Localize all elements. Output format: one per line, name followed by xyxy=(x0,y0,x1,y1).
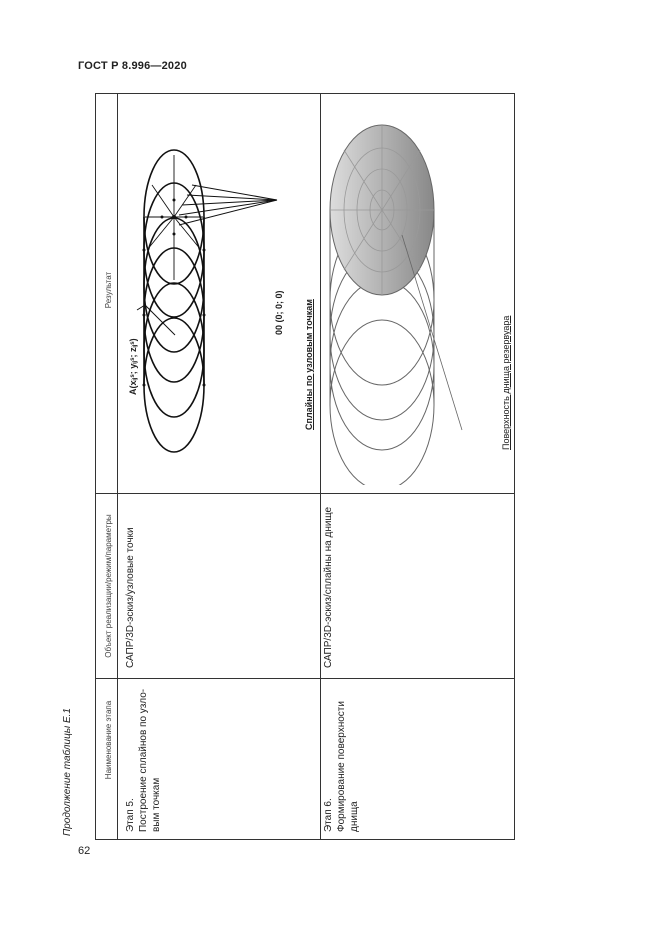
column-header-stage: Наименование этапа xyxy=(104,700,113,780)
row-2-stage: Этап 6. Формирование поверхности днища xyxy=(323,701,360,832)
column-divider-1 xyxy=(96,493,514,494)
surface-label: Поверхность днища резервуара xyxy=(501,315,511,450)
row-1-object: САПР/3D-эскиз/узловые точки xyxy=(125,527,136,668)
table-caption: Продолжение таблицы Е.1 xyxy=(62,708,73,836)
page-number: 62 xyxy=(78,845,91,857)
column-header-object: Объект реализации/режим/параметры xyxy=(104,514,113,658)
splines-label: Сплайны по узловым точкам xyxy=(304,299,314,430)
origin-label: 00 (0; 0; 0) xyxy=(274,290,284,335)
document-header: ГОСТ Р 8.996—2020 xyxy=(78,60,187,72)
tank-surface-drawing xyxy=(322,105,502,485)
point-a-label: A(xᵢⱼˢ; yᵢⱼˢ; zᵢⱼˢ) xyxy=(128,338,138,395)
row-2-object: САПР/3D-эскиз/сплайны на днище xyxy=(323,506,334,668)
column-header-result: Результат xyxy=(104,271,113,309)
spline-skeleton-drawing xyxy=(117,105,322,485)
column-divider-2 xyxy=(96,678,514,679)
row-1-stage: Этап 5. Построение сплайнов по узло- вым точкам xyxy=(125,688,162,832)
